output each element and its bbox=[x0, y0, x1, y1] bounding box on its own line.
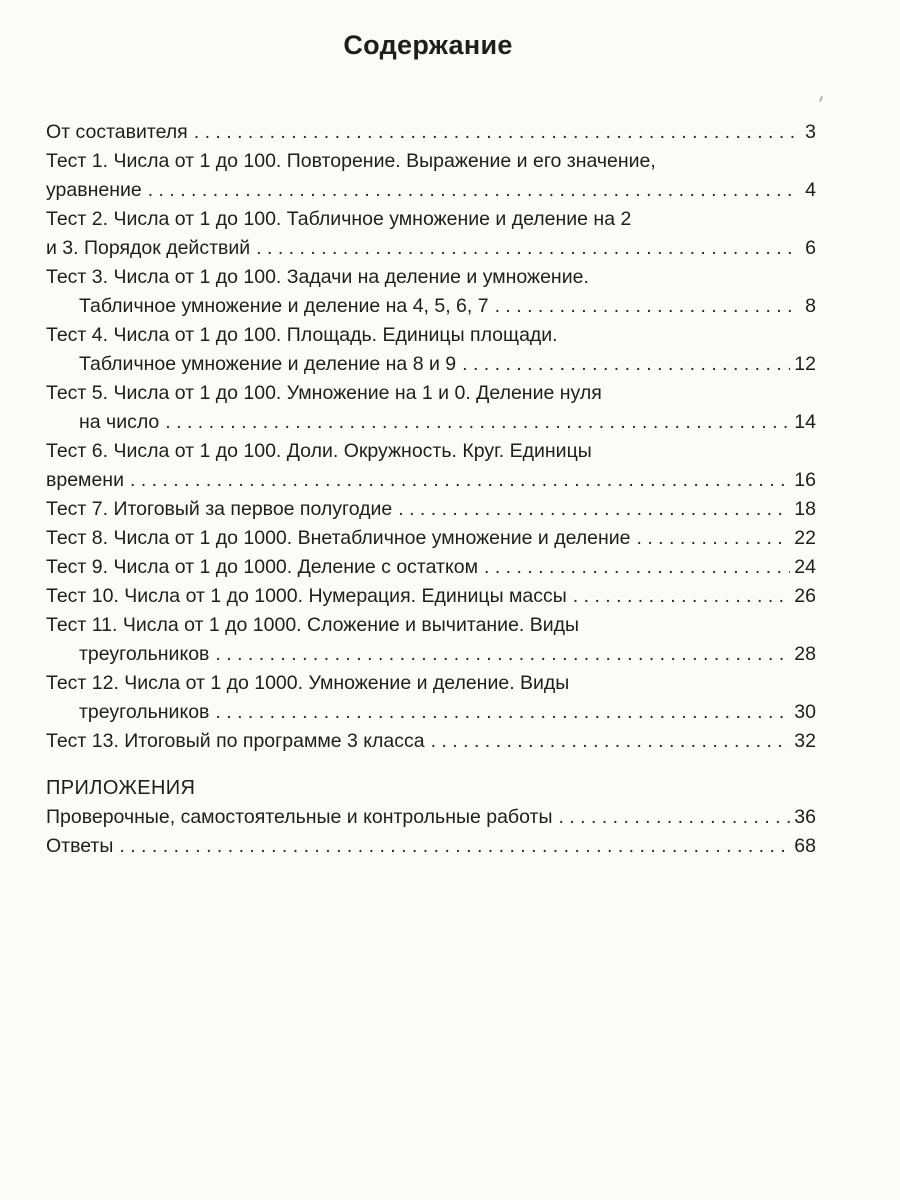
toc-page-number: 14 bbox=[794, 411, 816, 433]
toc-page-number: 22 bbox=[794, 527, 816, 549]
toc-entry-text-continued: и 3. Порядок действий bbox=[46, 237, 251, 259]
toc-entry-text: Тест 7. Итоговый за первое полугодие bbox=[46, 498, 393, 520]
toc-entry-text-continued: Табличное умножение и деление на 8 и 9 bbox=[79, 353, 457, 375]
toc-entry bbox=[46, 118, 816, 147]
dot-leader bbox=[462, 350, 790, 379]
toc-entry bbox=[46, 611, 816, 669]
dot-leader bbox=[119, 832, 790, 861]
toc-entry-text: Тест 5. Числа от 1 до 100. Умножение на 1 и 0. Деление нуля bbox=[46, 382, 602, 404]
dot-leader bbox=[637, 524, 791, 553]
toc-entry bbox=[46, 379, 816, 437]
toc-page-number: 36 bbox=[794, 806, 816, 828]
dot-leader bbox=[165, 408, 790, 437]
toc-entry bbox=[46, 669, 816, 727]
dot-leader bbox=[495, 292, 796, 321]
toc-page-number: 24 bbox=[794, 556, 816, 578]
toc-entry bbox=[46, 553, 816, 582]
toc-entry bbox=[46, 437, 816, 495]
toc-entry-text: Тест 8. Числа от 1 до 1000. Внетабличное умножение и деление bbox=[46, 527, 631, 549]
toc-entry-text: Тест 6. Числа от 1 до 100. Доли. Окружность. Круг. Единицы bbox=[46, 440, 592, 462]
toc-page-number: 30 bbox=[794, 701, 816, 723]
toc-entry-text: Тест 2. Числа от 1 до 100. Табличное умножение и деление на 2 bbox=[46, 208, 632, 230]
dot-leader bbox=[215, 640, 790, 669]
toc-entry-text: Тест 4. Числа от 1 до 100. Площадь. Единицы площади. bbox=[46, 324, 558, 346]
toc-entry bbox=[46, 321, 816, 379]
toc-page-number: 28 bbox=[794, 643, 816, 665]
toc-page-number: 16 bbox=[794, 469, 816, 491]
toc-entry bbox=[46, 495, 816, 524]
table-of-contents bbox=[46, 118, 816, 861]
dot-leader bbox=[148, 176, 796, 205]
toc-entry-text: Ответы bbox=[46, 835, 114, 857]
dot-leader bbox=[256, 234, 796, 263]
toc-entry bbox=[46, 727, 816, 756]
toc-entry-text: Проверочные, самостоятельные и контрольные работы bbox=[46, 806, 553, 828]
toc-entry-text-continued: Табличное умножение и деление на 4, 5, 6, 7 bbox=[79, 295, 489, 317]
toc-entry-text-continued: времени bbox=[46, 469, 124, 491]
toc-entry bbox=[46, 582, 816, 611]
toc-page-number: 3 bbox=[805, 121, 816, 143]
paper-speck bbox=[819, 96, 823, 102]
dot-leader bbox=[130, 466, 790, 495]
toc-entry-text: Тест 11. Числа от 1 до 1000. Сложение и вычитание. Виды bbox=[46, 614, 580, 636]
toc-page-number: 32 bbox=[794, 730, 816, 752]
toc-entry-text: Тест 13. Итоговый по программе 3 класса bbox=[46, 730, 425, 752]
toc-page-number: 8 bbox=[805, 295, 816, 317]
toc-entry bbox=[46, 524, 816, 553]
dot-leader bbox=[194, 118, 796, 147]
toc-entry-text-continued: треугольников bbox=[79, 701, 210, 723]
toc-entry bbox=[46, 147, 816, 205]
toc-entry bbox=[46, 832, 816, 861]
page-title: Содержание bbox=[343, 30, 513, 60]
toc-entry-text: Тест 1. Числа от 1 до 100. Повторение. Выражение и его значение, bbox=[46, 150, 656, 172]
toc-entry-text: Тест 12. Числа от 1 до 1000. Умножение и деление. Виды bbox=[46, 672, 570, 694]
dot-leader bbox=[215, 698, 790, 727]
toc-entry-text-continued: уравнение bbox=[46, 179, 142, 201]
appendix-heading: ПРИЛОЖЕНИЯ bbox=[46, 777, 196, 799]
toc-entry-text: Тест 3. Числа от 1 до 100. Задачи на деление и умножение. bbox=[46, 266, 589, 288]
toc-page-number: 18 bbox=[794, 498, 816, 520]
toc-page-number: 6 bbox=[805, 237, 816, 259]
dot-leader bbox=[431, 727, 791, 756]
toc-page-number: 12 bbox=[794, 353, 816, 375]
toc-page-number: 4 bbox=[805, 179, 816, 201]
toc-entry-text: Тест 9. Числа от 1 до 1000. Деление с остатком bbox=[46, 556, 478, 578]
dot-leader bbox=[558, 803, 790, 832]
toc-entry-text: Тест 10. Числа от 1 до 1000. Нумерация. Единицы массы bbox=[46, 585, 567, 607]
toc-entry-text-continued: треугольников bbox=[79, 643, 210, 665]
dot-leader bbox=[484, 553, 790, 582]
toc-entry bbox=[46, 205, 816, 263]
toc-page-number: 68 bbox=[794, 835, 816, 857]
dot-leader bbox=[573, 582, 791, 611]
toc-page-number: 26 bbox=[794, 585, 816, 607]
dot-leader bbox=[398, 495, 790, 524]
toc-entry-text-continued: на число bbox=[79, 411, 160, 433]
toc-entry-text: От составителя bbox=[46, 121, 188, 143]
toc-entry bbox=[46, 263, 816, 321]
toc-entry bbox=[46, 803, 816, 832]
